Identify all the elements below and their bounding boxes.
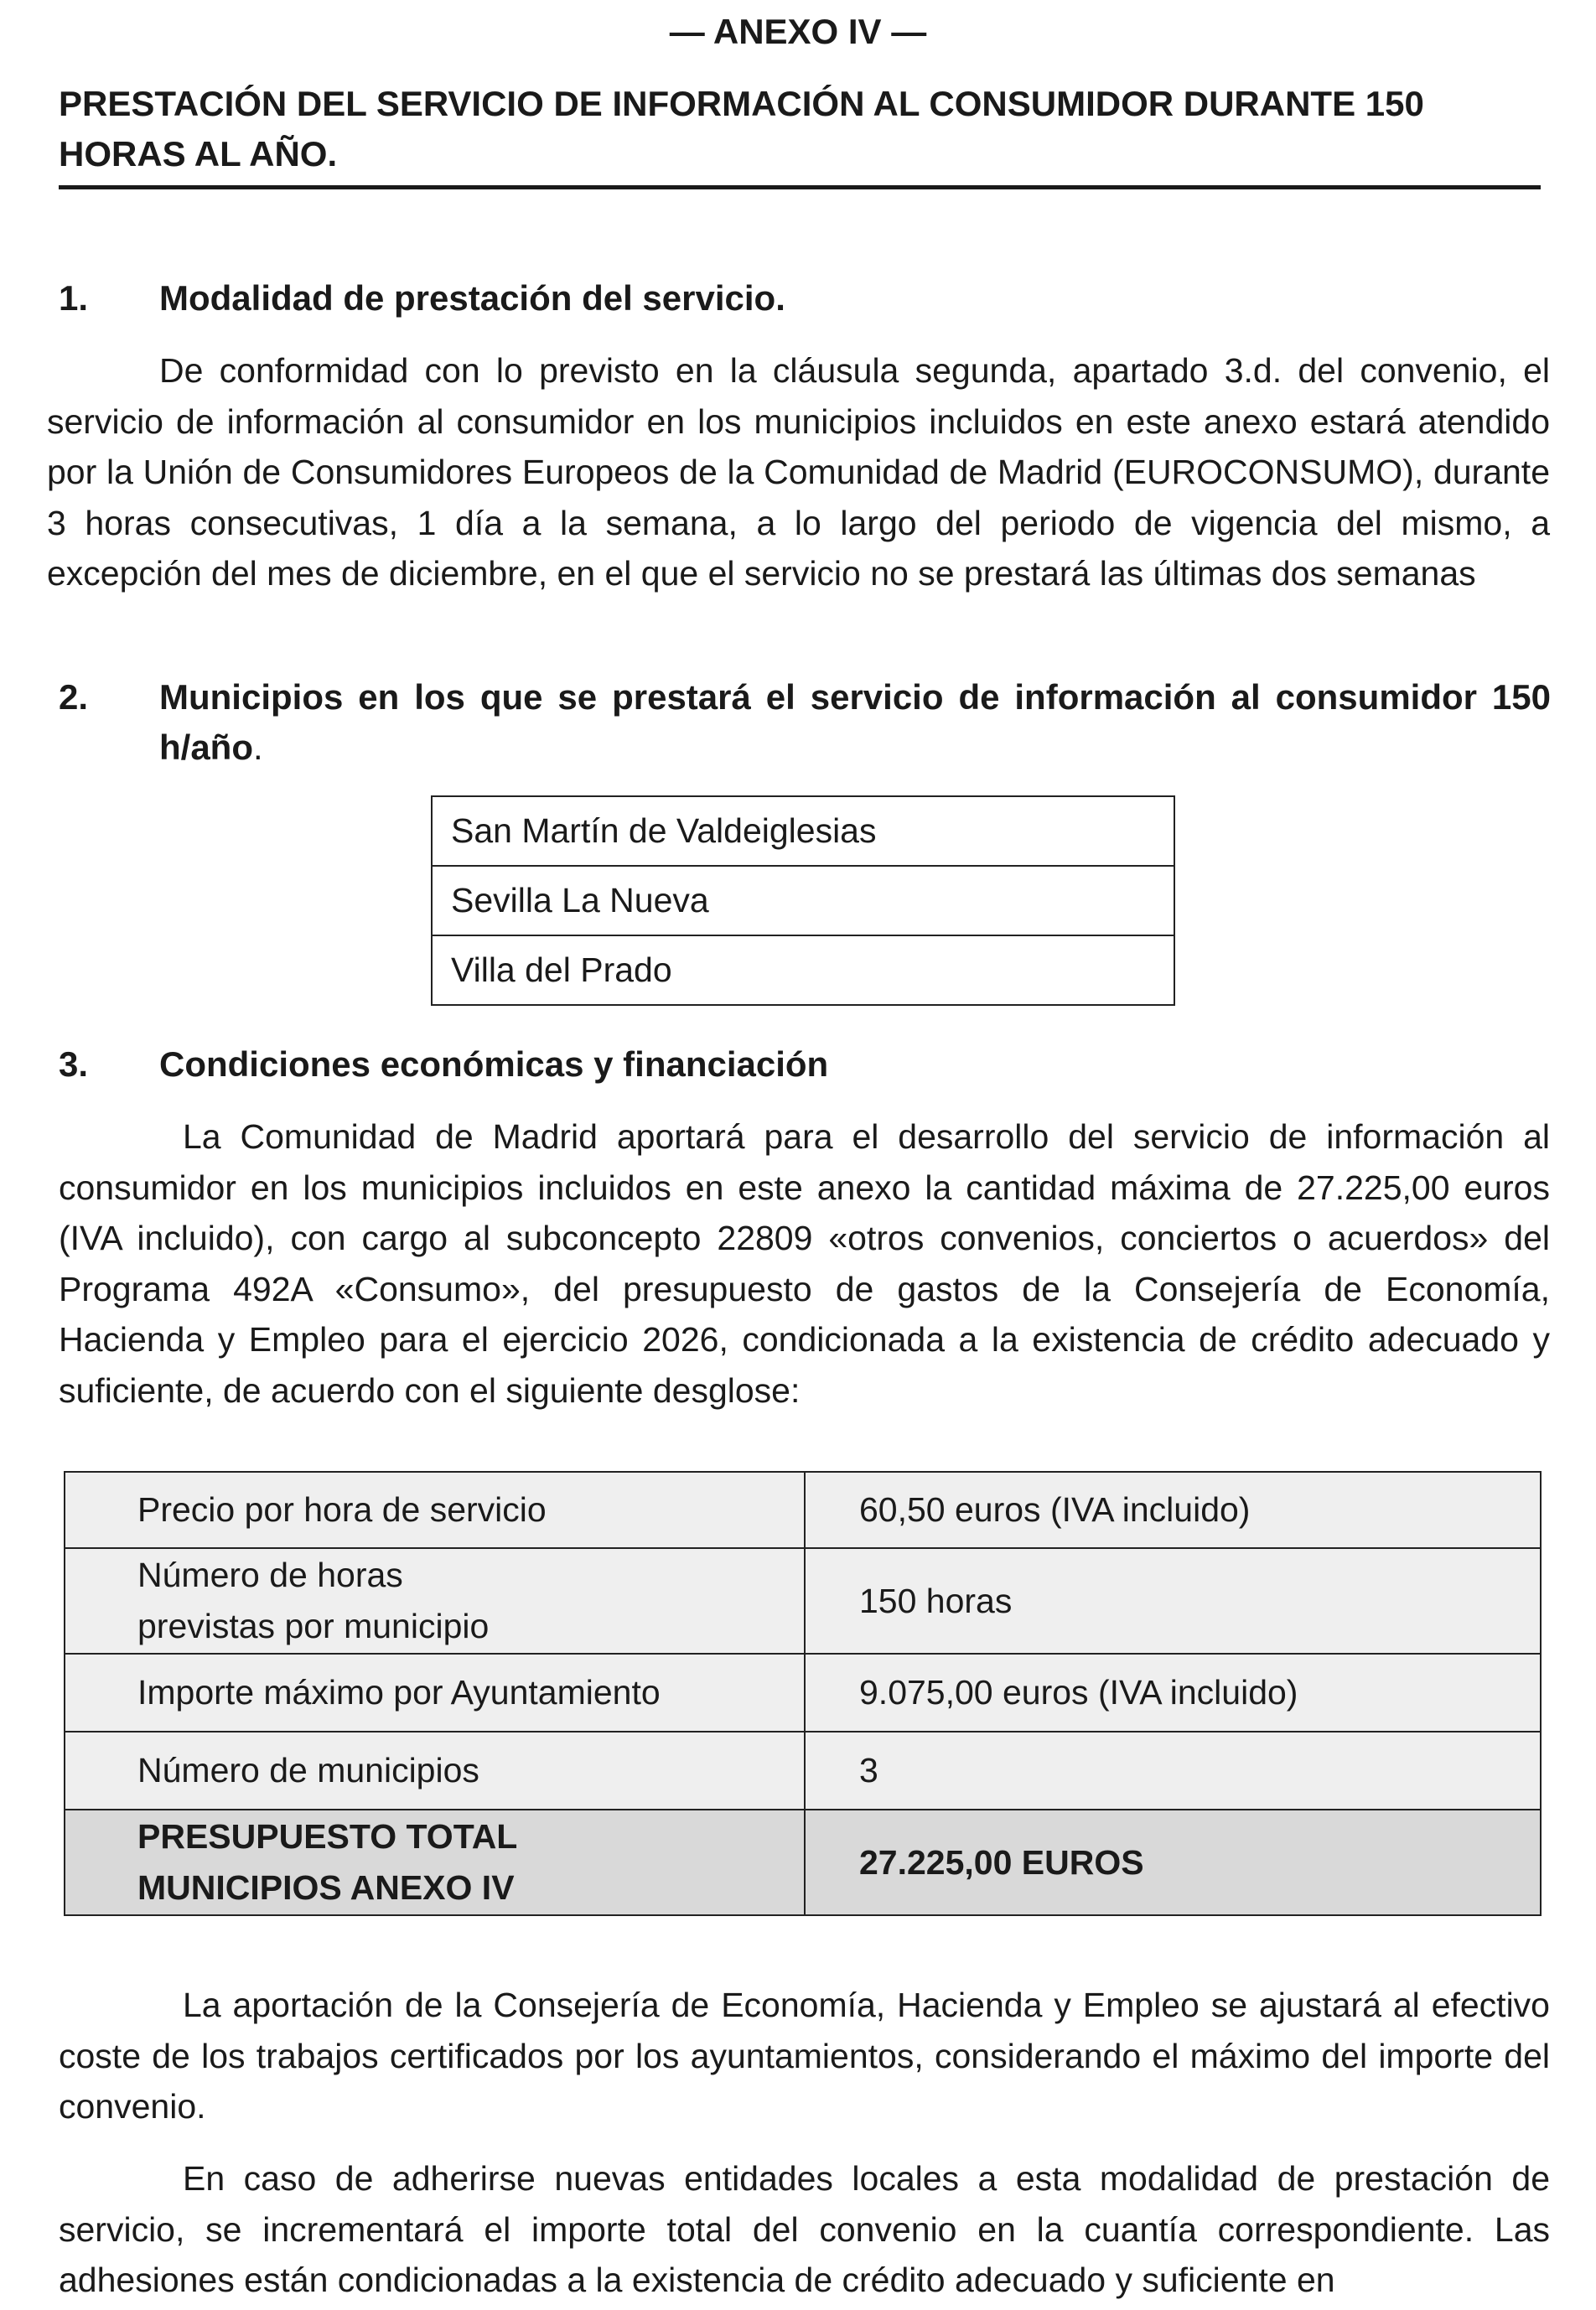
section-2-title-suffix: . [253, 728, 263, 767]
section-2-number: 2. [59, 677, 89, 717]
municipality-cell: Villa del Prado [432, 935, 1174, 1005]
table-row [65, 1654, 1541, 1732]
section-1-paragraph: De conformidad con lo previsto en la cláusula segunda, apartado 3.d. del convenio, el servicio de información al consumidor en los municipios incluidos en este anexo estará atendido por la Unión de Consumidores Europeos de la Comunidad de Madrid (EUROCONSUMO), durante 3 horas consecutivas, 1 día a la semana, a lo largo del periodo de vigencia del mismo, a excepción del mes de diciembre, en el que el servicio no se prestará las últimas dos semanas [47, 351, 1550, 593]
cost-label-cell: Número de horas previstas por municipio [65, 1548, 805, 1654]
annex-title: — ANEXO IV — [669, 12, 927, 51]
section-1-number: 1. [59, 278, 89, 318]
section-2-title-text: Municipios en los que se prestará el servicio de información al consumidor 150 h/año [159, 677, 1551, 767]
cost-label-cell: Número de municipios [65, 1732, 805, 1810]
table-row [65, 1732, 1541, 1810]
total-value-cell: 27.225,00 EUROS [805, 1810, 1541, 1915]
section-3-paragraph: La Comunidad de Madrid aportará para el desarrollo del servicio de información al consumidor en los municipios incluidos en este anexo la cantidad máxima de 27.225,00 euros (IVA incluido), con cargo al subconcepto 22809 «otros convenios, conciertos o acuerdos» del Programa 492A «Consumo», del presupuesto de gastos de la Consejería de Economía, Hacienda y Empleo para el ejercicio 2026, condicionada a la existencia de crédito adecuado y suficiente, de acuerdo con el siguiente desglose: [59, 1117, 1550, 1410]
total-row [65, 1810, 1541, 1915]
cost-label-cell: Importe máximo por Ayuntamiento [65, 1654, 805, 1732]
table-row [432, 796, 1174, 866]
table-row [432, 935, 1174, 1005]
cost-value-cell: 3 [805, 1732, 1541, 1810]
municipalities-table [431, 795, 1175, 1006]
section-2-title [159, 672, 1551, 773]
table-row [65, 1548, 1541, 1654]
cost-value-cell: 60,50 euros (IVA incluido) [805, 1472, 1541, 1548]
cost-value-cell: 9.075,00 euros (IVA incluido) [805, 1654, 1541, 1732]
section-3-number: 3. [59, 1044, 89, 1084]
main-heading: PRESTACIÓN DEL SERVICIO DE INFORMACIÓN AL CONSUMIDOR DURANTE 150 HORAS AL AÑO. [59, 84, 1424, 174]
total-label-cell: PRESUPUESTO TOTAL MUNICIPIOS ANEXO IV [65, 1810, 805, 1915]
cost-breakdown-table [64, 1471, 1542, 1916]
table-row [65, 1472, 1541, 1548]
heading-rule [59, 185, 1541, 189]
closing-paragraph-1: La aportación de la Consejería de Economía, Hacienda y Empleo se ajustará al efectivo coste de los trabajos certificados por los ayuntamientos, considerando el máximo del importe del convenio. [59, 1986, 1550, 2126]
cost-label-cell: Precio por hora de servicio [65, 1472, 805, 1548]
section-3-title: Condiciones económicas y financiación [159, 1044, 829, 1084]
municipality-cell: San Martín de Valdeiglesias [432, 796, 1174, 866]
municipality-cell: Sevilla La Nueva [432, 866, 1174, 935]
closing-paragraph-2: En caso de adherirse nuevas entidades locales a esta modalidad de prestación de servicio, se incrementará el importe total del convenio en la cuantía correspondiente. Las adhesiones están condicionadas a la existencia de crédito adecuado y suficiente en [59, 2159, 1550, 2299]
cost-value-cell: 150 horas [805, 1548, 1541, 1654]
table-row [432, 866, 1174, 935]
section-1-title: Modalidad de prestación del servicio. [159, 278, 785, 318]
